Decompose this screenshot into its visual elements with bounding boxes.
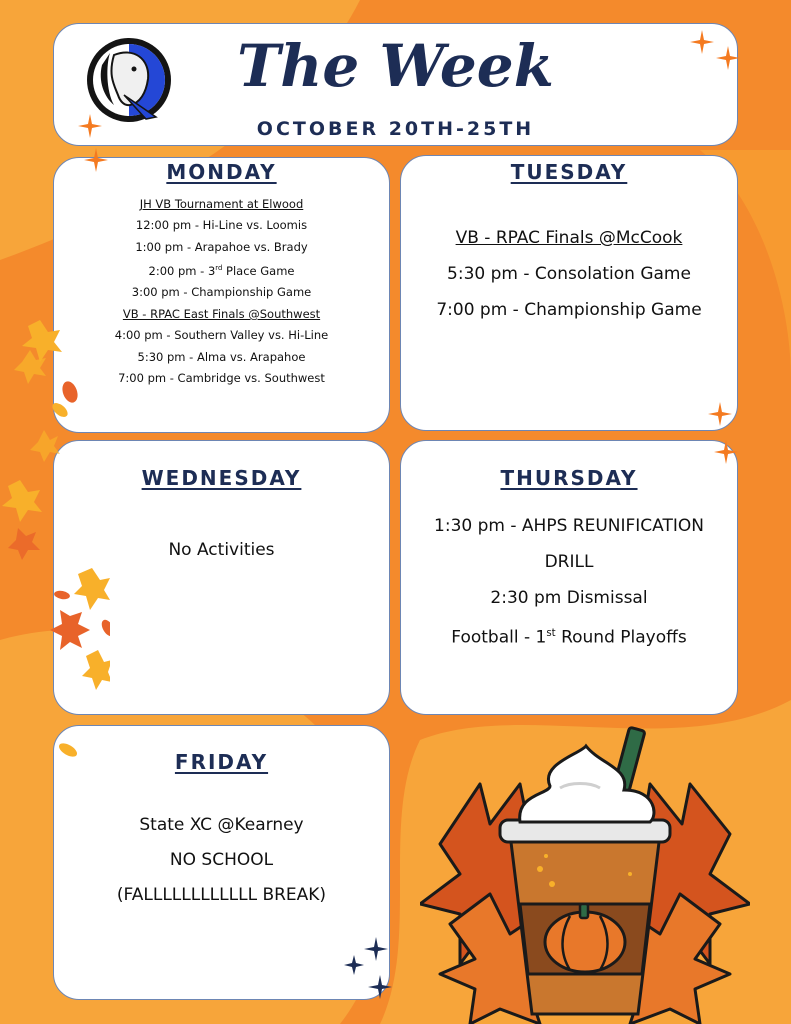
tuesday-line: 7:00 pm - Championship Game xyxy=(436,300,702,320)
falling-leaves xyxy=(0,310,110,770)
thursday-line: DRILL xyxy=(544,552,594,572)
monday-line: JH VB Tournament at Elwood xyxy=(139,197,304,211)
thursday-line: Football - 1st Round Playoffs xyxy=(451,627,687,648)
sparkle-icon xyxy=(690,400,740,470)
sparkle-icon xyxy=(340,935,400,1005)
tuesday-card xyxy=(400,155,738,431)
monday-line: 7:00 pm - Cambridge vs. Southwest xyxy=(118,371,325,386)
header-card xyxy=(53,23,738,146)
friday-line: (FALLLLLLLLLLLL BREAK) xyxy=(116,885,327,905)
pumpkin-drink-illustration xyxy=(420,724,750,1024)
tuesday-title: TUESDAY xyxy=(510,160,628,184)
thursday-line: 2:30 pm Dismissal xyxy=(490,588,648,608)
monday-title: MONDAY xyxy=(166,160,277,184)
monday-line: VB - RPAC East Finals @Southwest xyxy=(122,306,321,321)
monday-line: 12:00 pm - Hi-Line vs. Loomis xyxy=(135,218,308,233)
tuesday-line: 5:30 pm - Consolation Game xyxy=(447,264,691,284)
thursday-line: 1:30 pm - AHPS REUNIFICATION xyxy=(434,516,704,536)
friday-line: State XC @Kearney xyxy=(139,815,304,835)
page-title: The Week xyxy=(237,32,554,100)
thursday-card xyxy=(400,440,738,715)
date-range: OCTOBER 20TH-25TH xyxy=(256,118,535,140)
monday-line: 2:00 pm - 3rd Place Game xyxy=(148,264,295,279)
tuesday-line: VB - RPAC Finals @McCook xyxy=(455,228,683,248)
monday-line: 1:00 pm - Arapahoe vs. Brady xyxy=(135,239,308,254)
monday-line: 3:00 pm - Championship Game xyxy=(131,285,312,300)
monday-line: 5:30 pm - Alma vs. Arapahoe xyxy=(137,349,306,364)
sparkle-icon xyxy=(72,112,122,182)
friday-line: NO SCHOOL xyxy=(169,850,274,870)
monday-line: 4:00 pm - Southern Valley vs. Hi-Line xyxy=(114,328,329,343)
thursday-title: THURSDAY xyxy=(500,466,638,490)
wednesday-title: WEDNESDAY xyxy=(141,466,302,490)
friday-title: FRIDAY xyxy=(174,750,269,774)
wednesday-line: No Activities xyxy=(168,540,275,560)
sparkle-icon xyxy=(688,28,748,88)
